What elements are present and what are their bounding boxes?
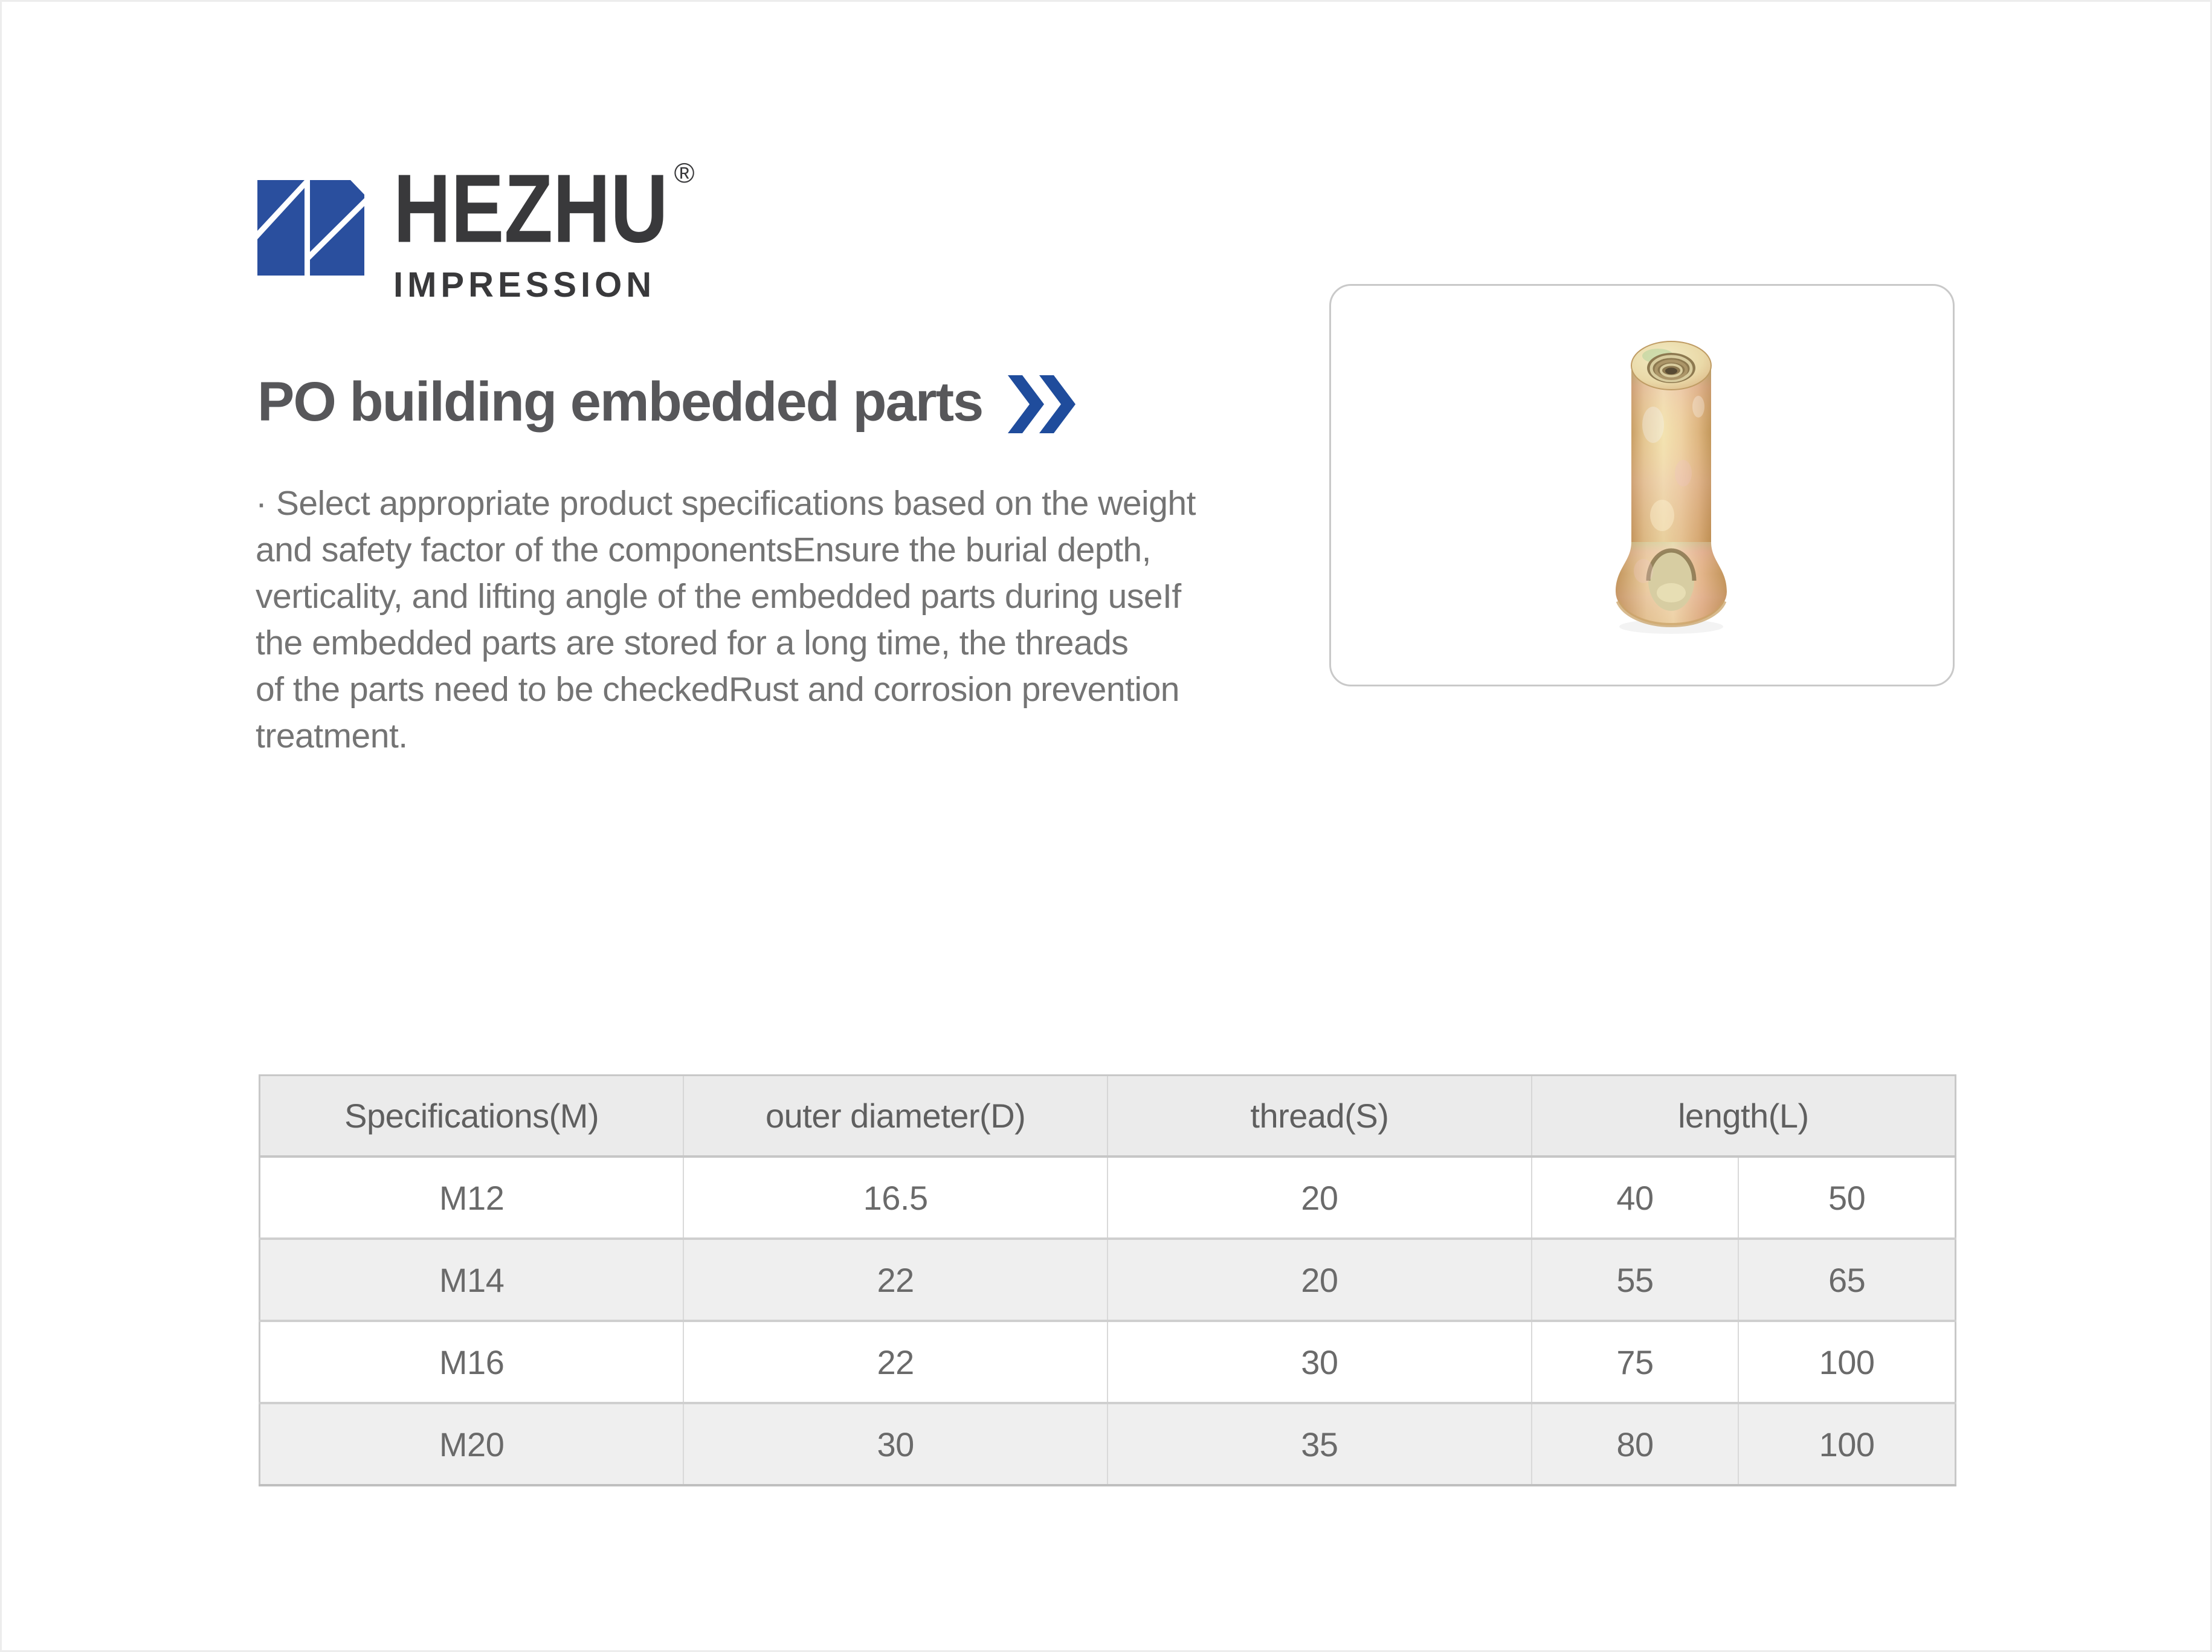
cell-length-1: 80	[1532, 1403, 1738, 1485]
page-title: PO building embedded parts	[257, 371, 983, 433]
cell-spec: M12	[260, 1157, 684, 1239]
description-line: verticality, and lifting angle of the embedded parts during useIf	[256, 577, 1181, 616]
col-header-length: length(L)	[1532, 1076, 1956, 1157]
double-chevron-right-icon	[1008, 373, 1078, 436]
description-line: · Select appropriate product specifications based on the weight	[256, 484, 1196, 523]
table-row	[260, 1321, 1956, 1403]
description-line: of the parts need to be checkedRust and corrosion prevention	[256, 670, 1179, 709]
cell-spec: M16	[260, 1321, 684, 1403]
cell-outer-diameter: 16.5	[683, 1157, 1108, 1239]
cell-outer-diameter: 30	[683, 1403, 1108, 1485]
description-line: the embedded parts are stored for a long time, the threads	[256, 624, 1129, 662]
table-row	[260, 1239, 1956, 1321]
registered-trademark-icon: ®	[674, 157, 695, 189]
cell-length-1: 55	[1532, 1239, 1738, 1321]
cell-length-2: 65	[1738, 1239, 1955, 1321]
brand-logo	[257, 154, 695, 305]
cell-length-2: 100	[1738, 1403, 1955, 1485]
title-row	[257, 369, 1078, 436]
col-header-thread: thread(S)	[1108, 1076, 1532, 1157]
cell-spec: M14	[260, 1239, 684, 1321]
spec-table	[259, 1074, 1956, 1486]
cell-thread: 20	[1108, 1239, 1532, 1321]
table-row	[260, 1157, 1956, 1239]
col-header-specifications: Specifications(M)	[260, 1076, 684, 1157]
cell-length-2: 50	[1738, 1157, 1955, 1239]
table-row	[260, 1403, 1956, 1485]
table-header-row	[260, 1076, 1956, 1157]
cell-length-1: 40	[1532, 1157, 1738, 1239]
embedded-part-photo	[1593, 334, 1750, 636]
brand-subtitle: IMPRESSION	[393, 265, 656, 305]
description-line: treatment.	[256, 717, 408, 755]
cell-thread: 30	[1108, 1321, 1532, 1403]
cell-spec: M20	[260, 1403, 684, 1485]
cell-length-1: 75	[1532, 1321, 1738, 1403]
cell-thread: 35	[1108, 1403, 1532, 1485]
brand-name: HEZHU	[393, 154, 668, 263]
cell-length-2: 100	[1738, 1321, 1955, 1403]
description-line: and safety factor of the componentsEnsure the burial depth,	[256, 531, 1151, 569]
cell-outer-diameter: 22	[683, 1321, 1108, 1403]
cell-outer-diameter: 22	[683, 1239, 1108, 1321]
hezhu-logo-icon	[257, 180, 364, 276]
product-photo-card	[1329, 284, 1955, 686]
brand-text	[393, 154, 695, 305]
col-header-outer-diameter: outer diameter(D)	[683, 1076, 1108, 1157]
cell-thread: 20	[1108, 1157, 1532, 1239]
product-description	[256, 480, 1196, 760]
